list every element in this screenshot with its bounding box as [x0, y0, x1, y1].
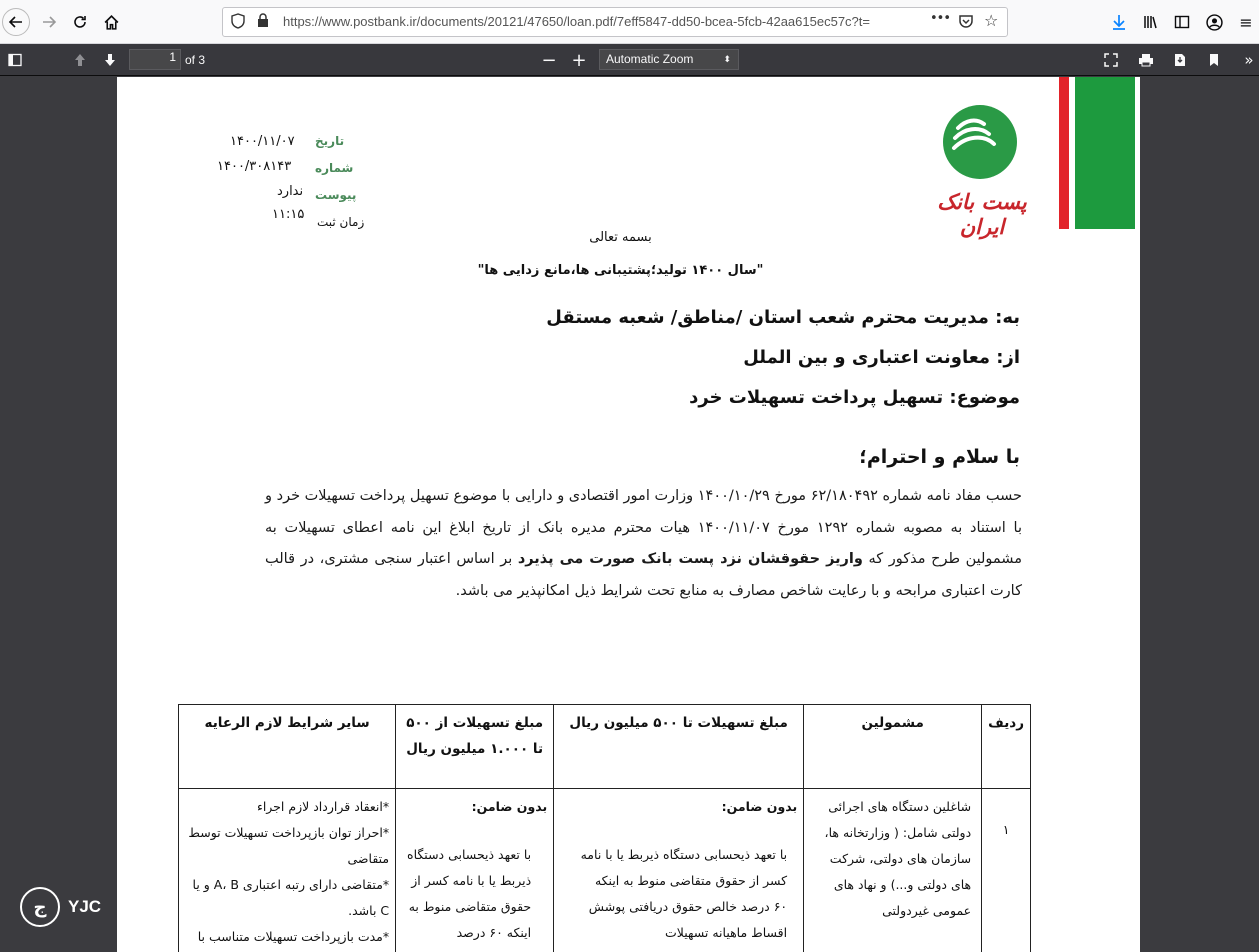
downloads-button[interactable] [1105, 8, 1133, 36]
conditions-table [178, 704, 1031, 952]
zoom-value: Automatic Zoom [606, 52, 694, 66]
pocket-icon[interactable] [958, 13, 974, 33]
arrow-down-icon [103, 53, 117, 67]
download-button[interactable] [1170, 49, 1190, 71]
forward-button[interactable] [35, 8, 63, 36]
row-eligible: شاغلین دستگاه های اجرائی دولتی شامل: ( وزارتخانه ها، سازمان های دولتی، شرکت های دولتی و...) و نهاد های عمومی غیردولتی [804, 789, 982, 952]
fullscreen-icon [1104, 53, 1118, 67]
sender-line: از: معاونت اعتباری و بین الملل [743, 347, 1020, 368]
condition-item: *انعقاد قرارداد لازم اجراء [256, 799, 390, 814]
sidebar-button[interactable] [1168, 8, 1196, 36]
presentation-mode-button[interactable] [1101, 49, 1121, 71]
yjc-logo-icon: ج [20, 887, 60, 927]
letter-body [265, 481, 1022, 607]
header-eligible: مشمولین [804, 705, 982, 789]
condition-item: *مدت بازپرداخت تسهیلات متناسب با [197, 929, 390, 944]
header-up-to-500: مبلغ تسهیلات تا ۵۰۰ میلیون ریال [554, 705, 804, 789]
row-other-conditions [179, 789, 396, 952]
hamburger-icon: ≡ [1239, 12, 1253, 32]
sidebar-toggle-icon [8, 53, 22, 67]
library-icon [1143, 14, 1159, 30]
recipient-line: به: مدیریت محترم شعب استان /مناطق/ شعبه مستقل [546, 307, 1020, 328]
bookmark-button[interactable] [1204, 49, 1224, 71]
time-value: ۱۱:۱۵ [272, 207, 305, 222]
page-number-input[interactable]: 1 [129, 49, 181, 70]
500-to-1000-title: بدون ضامن: [471, 799, 548, 814]
table-row [179, 789, 1031, 952]
row-up-to-500 [554, 789, 804, 952]
account-button[interactable] [1200, 8, 1228, 36]
number-value: ۱۴۰۰/۳۰۸۱۴۳ [217, 159, 292, 174]
arrow-left-icon [8, 14, 24, 30]
date-label: تاریخ [315, 134, 345, 148]
previous-page-button[interactable] [70, 49, 90, 71]
print-button[interactable] [1136, 49, 1156, 71]
lock-icon[interactable] [257, 13, 269, 32]
attachment-label: پیوست [315, 188, 357, 202]
url-text[interactable]: https://www.postbank.ir/documents/20121/47650/loan.pdf/7eff5847-dd50-bcea-5fcb-42aa615ec57c?t= [283, 14, 870, 29]
pdf-viewer[interactable] [0, 77, 1259, 952]
condition-item: *متقاضی دارای رتبه اعتباری A، B و یا C باشد. [192, 877, 390, 918]
shield-icon[interactable] [231, 13, 245, 33]
row-index: ۱ [982, 789, 1031, 952]
postbank-logo-icon [940, 102, 1020, 182]
next-page-button[interactable] [100, 49, 120, 71]
date-value: ۱۴۰۰/۱۱/۰۷ [230, 134, 295, 149]
reload-icon [72, 14, 88, 30]
library-button[interactable] [1137, 8, 1165, 36]
pdf-toolbar [0, 44, 1259, 76]
500-to-1000-text: با تعهد ذیحسابی دستگاه ذیربط یا با نامه کسر از حقوق متقاضی منوط به اینکه ۶۰ درصد [407, 847, 532, 940]
page-count-label: of 3 [185, 53, 206, 67]
logo-red-stripe [1059, 77, 1069, 229]
browser-navbar [0, 0, 1259, 44]
back-button[interactable] [2, 8, 30, 36]
body-part-1: حسب مفاد نامه شماره ۶۲/۱۸۰۴۹۲ مورخ ۱۴۰۰/۱۰/۲۹ وزارت امور اقتصادی و دارایی با موضوع تسهیل پرداخت تسهیلات خرد و با استناد به مصوبه شماره ۱۲۹۲ مورخ ۱۴۰۰/۱۱/۰۷ هیات محترم مدیره بانک از تاریخ ابلاغ این نامه اعطای تسهیلات به مشمولین طرح مذکور که [265, 488, 1023, 567]
sidebar-icon [1174, 14, 1190, 30]
watermark-text: YJC [68, 897, 102, 916]
row-500-to-1000 [396, 789, 554, 952]
header-500-to-1000: مبلغ تسهیلات از ۵۰۰ تا ۱.۰۰۰ میلیون ریال [396, 705, 554, 789]
app-menu-button[interactable] [1232, 8, 1259, 36]
tools-button[interactable] [1240, 49, 1258, 71]
body-part-2: بر اساس اعتبار سنجی مشتری، در قالب کارت اعتباری مرابحه و با رعایت شاخص مصارف به منابع تحت شرایط ذیل امکانپذیر می باشد. [265, 551, 1022, 599]
zoom-out-button[interactable]: − [541, 49, 557, 71]
download-arrow-icon [1111, 14, 1127, 30]
logo-green-stripe [1075, 77, 1135, 229]
body-bold-phrase: واریز حقوقشان نزد پست بانک صورت می پذیرد [517, 551, 863, 567]
url-bar[interactable] [222, 7, 1008, 37]
zoom-select[interactable] [599, 49, 739, 70]
bookmark-star-icon[interactable]: ☆ [984, 11, 999, 30]
attachment-value: ندارد [277, 184, 304, 199]
table-header-row [179, 705, 1031, 789]
header-index: ردیف [982, 705, 1031, 789]
bookmark-icon [1208, 53, 1220, 67]
save-icon [1173, 53, 1187, 67]
zoom-in-button[interactable]: + [571, 49, 587, 71]
up-to-500-title: بدون ضامن: [721, 799, 798, 814]
account-icon [1206, 14, 1223, 31]
reload-button[interactable] [66, 8, 94, 36]
double-chevron-right-icon: » [1244, 51, 1254, 69]
header-other-conditions: سایر شرایط لازم الرعایه [179, 705, 396, 789]
home-button[interactable] [97, 8, 125, 36]
greeting: با سلام و احترام؛ [859, 446, 1020, 468]
time-label: زمان ثبت [317, 215, 365, 229]
basmala: بسمه تعالی [589, 230, 652, 245]
year-slogan: "سال ۱۴۰۰ تولید؛پشتیبانی ها،مانع زدایی ها" [477, 263, 764, 278]
condition-item: *احراز توان بازپرداخت تسهیلات توسط متقاضی [188, 825, 390, 866]
arrow-up-icon [73, 53, 87, 67]
number-label: شماره [315, 161, 354, 175]
toggle-sidebar-button[interactable] [5, 49, 25, 71]
print-icon [1138, 53, 1154, 67]
page-actions-menu-icon[interactable]: ••• [930, 11, 951, 26]
home-icon [103, 14, 120, 31]
pdf-page [117, 77, 1140, 952]
yjc-watermark [20, 887, 101, 927]
arrow-right-icon [41, 14, 57, 30]
up-to-500-text: با تعهد ذیحسابی دستگاه ذیربط یا با نامه کسر از حقوق متقاضی منوط به اینکه ۶۰ درصد خالص حقوق دریافتی پوشش اقساط ماهیانه تسهیلات [580, 847, 788, 940]
subject-line: موضوع: تسهیل پرداخت تسهیلات خرد [689, 387, 1020, 408]
logo-text: پست بانک ایران [937, 189, 1027, 239]
chevron-updown-icon: ⬍ [723, 54, 731, 64]
